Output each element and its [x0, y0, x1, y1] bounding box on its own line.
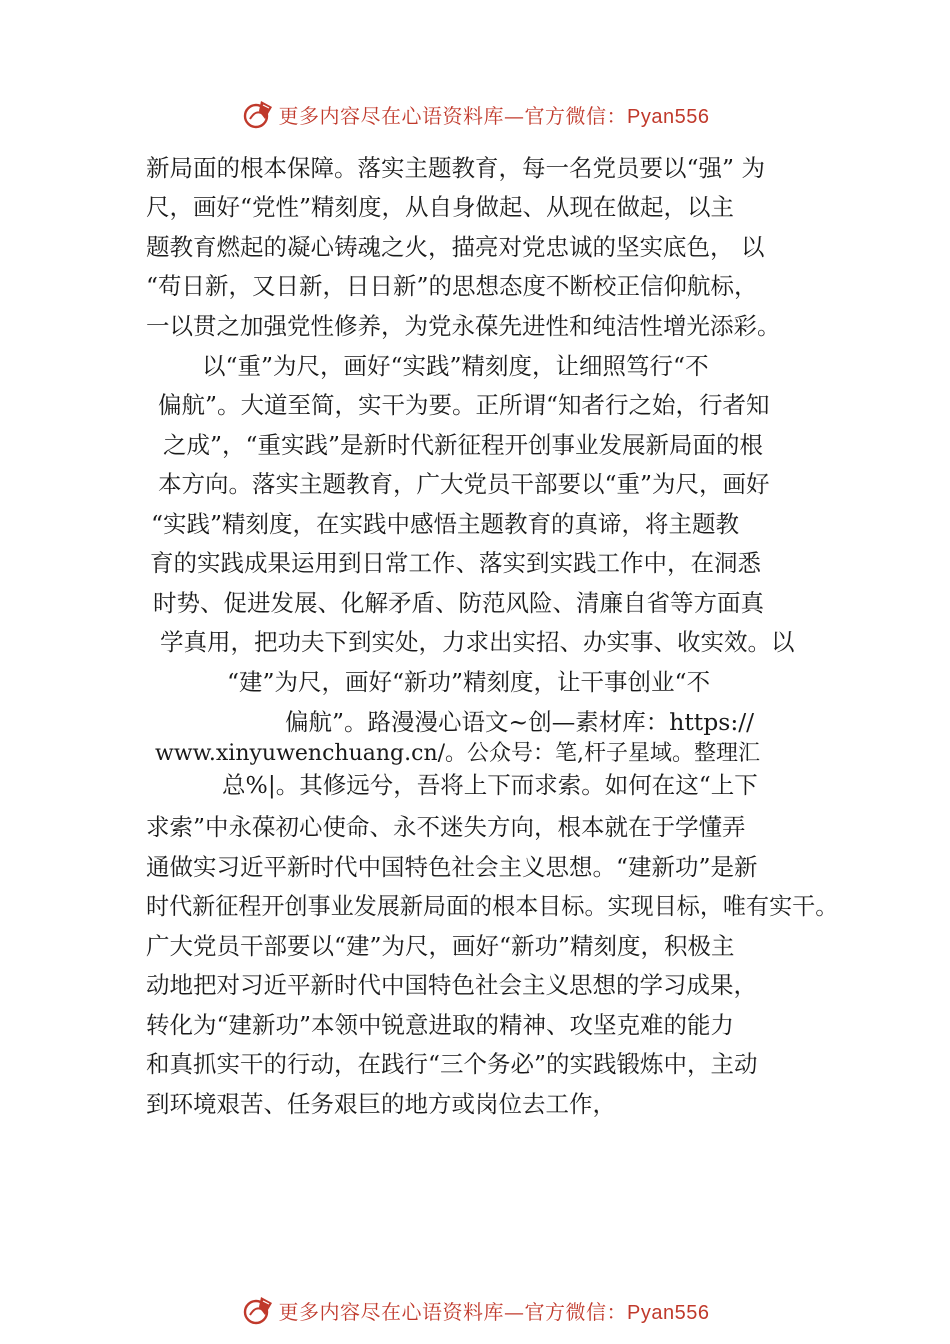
body-line: 和真抓实干的行动，在践行“三个务必”的实践锻炼中，主动 — [146, 1050, 758, 1078]
body-line: 偏航”。路漫漫心语文~创—素材库：https:// — [285, 708, 755, 736]
footer-watermark-text: 更多内容尽在心语资料库—官方微信：Pyan556 — [278, 1299, 710, 1324]
body-line: www.xinyuwenchuang.cn/。公众号：笔,杆子星域。整理汇 — [155, 741, 761, 766]
body-line: 以“重”为尺，画好“实践”精刻度，让细照笃行“不 — [202, 352, 709, 380]
footer-watermark — [0, 1290, 950, 1330]
body-line: 之成”，“重实践”是新时代新征程开创事业发展新局面的根 — [163, 431, 764, 459]
body-line: 时代新征程开创事业发展新局面的根本目标。实现目标，唯有实干。 — [146, 892, 839, 920]
body-line: 时势、促进发展、化解矛盾、防范风险、清廉自省等方面真 — [153, 589, 764, 617]
body-line: 题教育燃起的凝心铸魂之火，描亮对党忠诚的坚实底色， 以 — [146, 233, 765, 261]
header-watermark-text: 更多内容尽在心语资料库—官方微信：Pyan556 — [278, 103, 710, 128]
body-line: 总%|。其修远兮，吾将上下而求索。如何在这“上下 — [222, 771, 758, 799]
body-line: 通做实习近平新时代中国特色社会主义思想。“建新功”是新 — [146, 853, 758, 881]
footer-watermark-brand: Pyan556 — [627, 1301, 710, 1324]
body-line: “苟日新，又日新，日日新”的思想态度不断校正信仰航标， — [146, 272, 758, 300]
body-line: 动地把对习近平新时代中国特色社会主义思想的学习成果， — [146, 971, 757, 999]
body-line: 学真用，把功夫下到实处，力求出实招、办实事、收实效。以 — [160, 628, 795, 656]
body-line: 本方向。落实主题教育，广大党员干部要以“重”为尺，画好 — [158, 470, 770, 498]
body-line: 转化为“建新功”本领中锐意进取的精神、攻坚克难的能力 — [146, 1011, 735, 1039]
header-watermark-brand: Pyan556 — [627, 105, 710, 128]
body-line: “实践”精刻度，在实践中感悟主题教育的真谛，将主题教 — [151, 510, 740, 538]
pen-logo-icon — [241, 1293, 275, 1327]
body-line: “建”为尺，画好“新功”精刻度，让干事创业“不 — [227, 668, 711, 696]
body-line: 新局面的根本保障。落实主题教育，每一名党员要以“强” 为 — [146, 154, 765, 182]
body-line: 求索”中永葆初心使命、永不迷失方向，根本就在于学懂弄 — [146, 813, 746, 841]
body-line: 尺，画好“党性”精刻度，从自身做起、从现在做起，以主 — [146, 193, 735, 221]
body-line: 偏航”。大道至简，实干为要。正所谓“知者行之始，行者知 — [158, 391, 770, 419]
body-line: 到环境艰苦、任务艰巨的地方或岗位去工作， — [146, 1090, 616, 1118]
body-line: 广大党员干部要以“建”为尺，画好“新功”精刻度，积极主 — [146, 932, 735, 960]
body-line: 育的实践成果运用到日常工作、落实到实践工作中，在洞悉 — [150, 549, 761, 577]
body-line: 一以贯之加强党性修养，为党永葆先进性和纯洁性增光添彩。 — [146, 312, 781, 340]
